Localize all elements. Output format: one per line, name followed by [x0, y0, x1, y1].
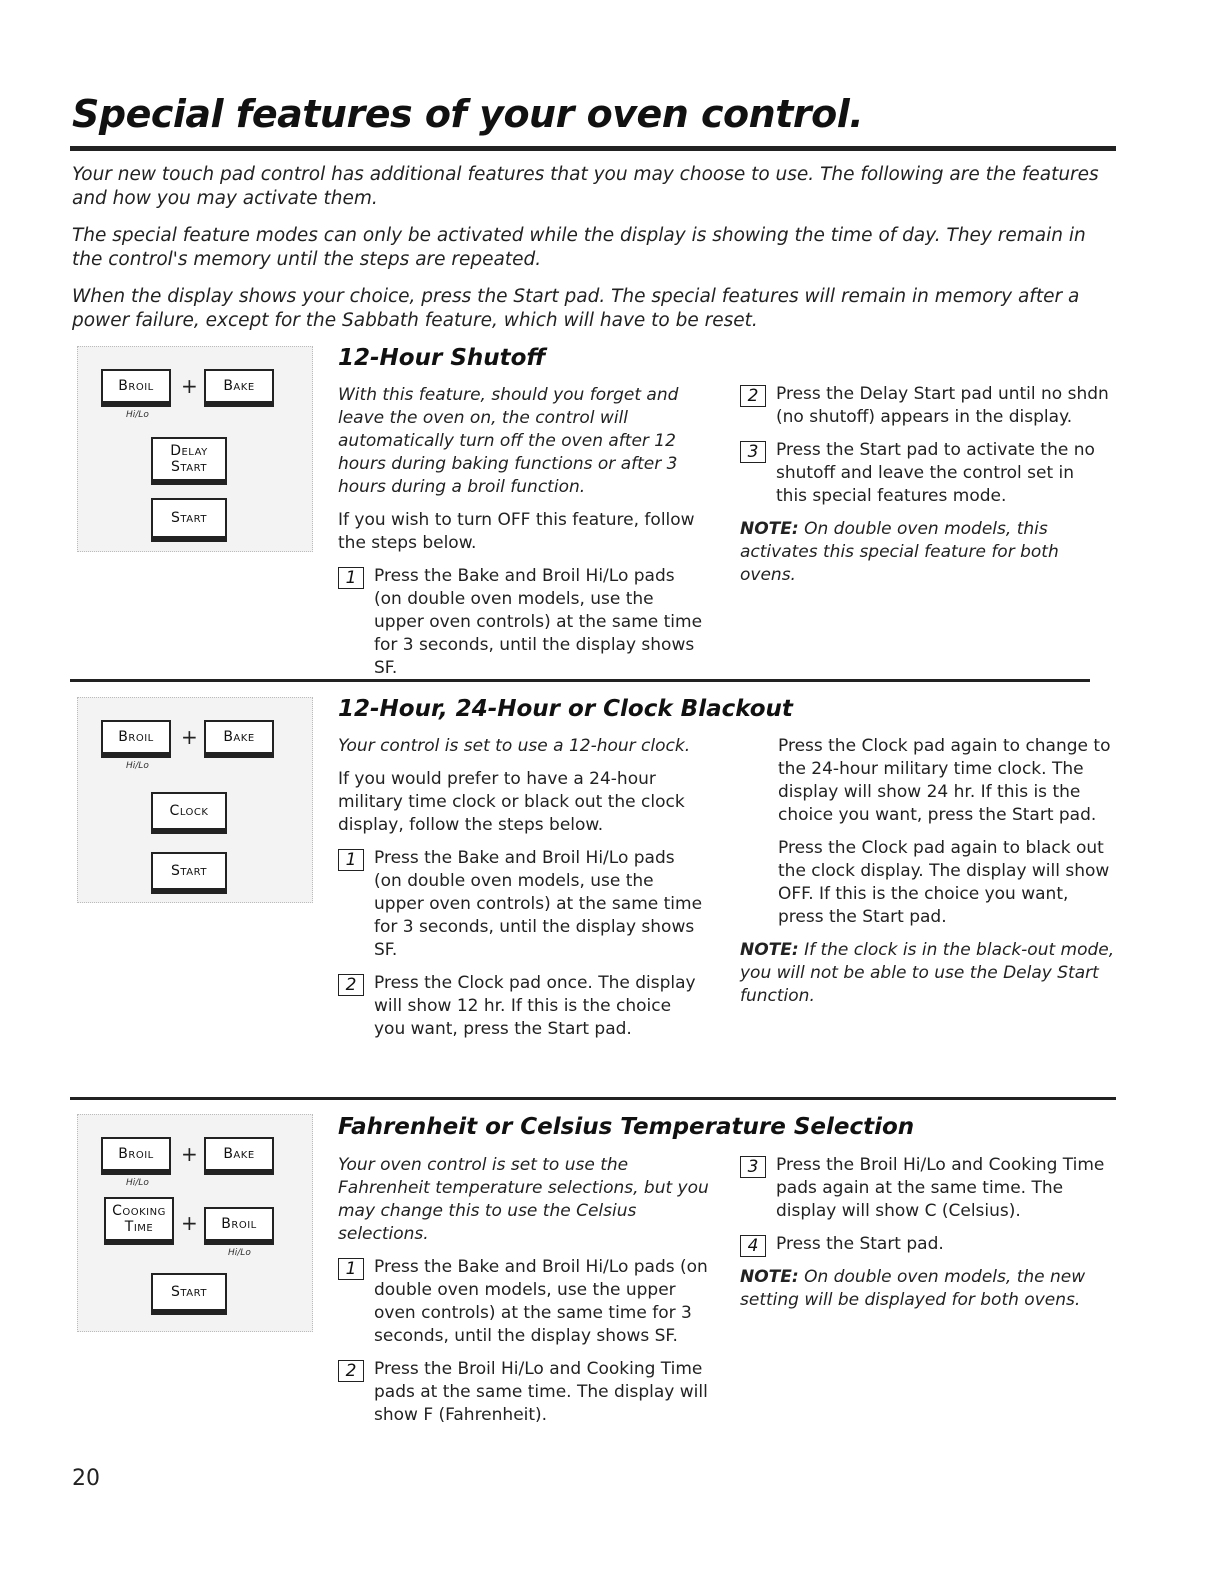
- clock-key: Clock: [151, 792, 227, 834]
- hilo-label: Hi/Lo: [228, 1248, 251, 1258]
- step-number-box: 1: [338, 567, 364, 589]
- intro-paragraph-3: When the display shows your choice, press the Start pad. The special features will remain in memory after a power failure, except for the Sabbath feature, which will have to be reset.: [72, 286, 1080, 331]
- shutoff-left-column: [338, 384, 703, 690]
- keypad-illustration-clock: [77, 697, 313, 903]
- delay-label: Delay: [170, 443, 208, 459]
- step-number-box: 1: [338, 849, 364, 871]
- clock-left-column: [338, 735, 703, 1051]
- note-label: NOTE:: [740, 1267, 799, 1287]
- plus-sign: +: [181, 1211, 198, 1235]
- broil-key: Broil: [101, 720, 171, 758]
- shutoff-right-column: [740, 383, 1110, 597]
- section-heading-shutoff: 12-Hour Shutoff: [338, 345, 546, 371]
- plus-sign: +: [181, 725, 198, 749]
- broil-key: Broil: [101, 369, 171, 407]
- cooking-label: Cooking: [112, 1203, 166, 1219]
- shutoff-step-2: [740, 383, 1110, 429]
- start-key: Start: [151, 852, 227, 894]
- clock-right-column: [740, 735, 1118, 1018]
- step-number-box: 2: [740, 385, 766, 407]
- delay-start-key: [151, 437, 227, 485]
- bake-key: Bake: [204, 1137, 274, 1175]
- clock-step-2: [338, 972, 703, 1041]
- step-number-box: 3: [740, 1156, 766, 1178]
- temp-step-3: [740, 1154, 1110, 1223]
- temp-step-2: [338, 1358, 718, 1427]
- temp-intro: Your oven control is set to use the Fahrenheit temperature selections, but you may change this to use the Celsius selections.: [338, 1155, 709, 1244]
- note-text: If the clock is in the black-out mode, you will not be able to use the Delay Start function.: [740, 940, 1115, 1006]
- intro-paragraph-1: Your new touch pad control has additional features that you may choose to use. The following are the features and how you may activate them.: [72, 164, 1099, 209]
- section-divider: [70, 1097, 1116, 1100]
- broil-key: Broil: [204, 1207, 274, 1245]
- keypad-illustration-temp: [77, 1114, 313, 1332]
- title-rule: [70, 146, 1116, 151]
- clock-extra-1: Press the Clock pad again to change to the 24-hour military time clock. The display will show 24 hr. If this is the choice you want, press the Start pad.: [778, 736, 1111, 825]
- keypad-illustration-shutoff: [77, 346, 313, 552]
- page-title: Special features of your oven control.: [72, 92, 864, 136]
- step-text: Press the Bake and Broil Hi/Lo pads (on double oven models, use the upper oven controls) at the same time for 3 seconds, until the display shows SF.: [374, 1257, 708, 1346]
- temp-step-1: [338, 1256, 718, 1348]
- note-text: On double oven models, this activates this special feature for both ovens.: [740, 519, 1059, 585]
- step-text: Press the Bake and Broil Hi/Lo pads (on double oven models, use the upper oven controls) at the same time for 3 seconds, until the display shows SF.: [374, 566, 703, 678]
- step-text: Press the Start pad.: [776, 1234, 944, 1254]
- note-text: On double oven models, the new setting will be displayed for both ovens.: [740, 1267, 1086, 1310]
- clock-extra-2: Press the Clock pad again to black out the clock display. The display will show OFF. If this is the choice you want, press the Start pad.: [778, 838, 1110, 927]
- step-text: Press the Broil Hi/Lo and Cooking Time pads at the same time. The display will show F (Fahrenheit).: [374, 1359, 708, 1425]
- start-key: Start: [151, 1273, 227, 1315]
- note-label: NOTE:: [740, 519, 799, 539]
- plus-sign: +: [181, 1142, 198, 1166]
- intro-paragraph-2: The special feature modes can only be activated while the display is showing the time of day. They remain in the control's memory until the steps are repeated.: [72, 225, 1086, 270]
- step-number-box: 2: [338, 974, 364, 996]
- shutoff-intro: With this feature, should you forget and leave the oven on, the control will automatically turn off the oven after 12 hours during baking functions or after 3 hours during a broil function.: [338, 385, 679, 497]
- broil-key: Broil: [101, 1137, 171, 1175]
- shutoff-step-1: [338, 565, 703, 680]
- section-heading-temperature: Fahrenheit or Celsius Temperature Selection: [338, 1114, 915, 1140]
- step-text: Press the Bake and Broil Hi/Lo pads (on double oven models, use the upper oven controls) at the same time for 3 seconds, until the display shows SF.: [374, 848, 703, 960]
- start-label: Start: [171, 459, 207, 475]
- hilo-label: Hi/Lo: [126, 1178, 149, 1188]
- note-label: NOTE:: [740, 940, 799, 960]
- plus-sign: +: [181, 374, 198, 398]
- temp-note: [740, 1266, 1110, 1312]
- clock-intro: Your control is set to use a 12-hour clock.: [338, 736, 691, 756]
- step-number-box: 2: [338, 1360, 364, 1382]
- step-number-box: 1: [338, 1258, 364, 1280]
- shutoff-para: If you wish to turn OFF this feature, follow the steps below.: [338, 510, 695, 553]
- clock-note: [740, 939, 1118, 1008]
- clock-para: If you would prefer to have a 24-hour military time clock or black out the clock display, follow the steps below.: [338, 769, 685, 835]
- page-number: 20: [72, 1466, 100, 1491]
- time-label: Time: [124, 1219, 154, 1235]
- bake-key: Bake: [204, 720, 274, 758]
- temp-left-column: [338, 1154, 718, 1437]
- shutoff-note: [740, 518, 1110, 587]
- step-text: Press the Delay Start pad until no shdn (no shutoff) appears in the display.: [776, 384, 1109, 427]
- hilo-label: Hi/Lo: [126, 761, 149, 771]
- step-number-box: 4: [740, 1235, 766, 1257]
- section-heading-clock: 12-Hour, 24-Hour or Clock Blackout: [338, 696, 793, 722]
- start-key: Start: [151, 498, 227, 542]
- section-divider: [70, 679, 1090, 682]
- temp-step-4: [740, 1233, 1110, 1256]
- step-text: Press the Broil Hi/Lo and Cooking Time pads again at the same time. The display will show C (Celsius).: [776, 1155, 1105, 1221]
- cooking-time-key: [104, 1197, 174, 1245]
- step-text: Press the Clock pad once. The display will show 12 hr. If this is the choice you want, press the Start pad.: [374, 973, 696, 1039]
- clock-step-1: [338, 847, 703, 962]
- step-number-box: 3: [740, 441, 766, 463]
- shutoff-step-3: [740, 439, 1110, 508]
- hilo-label: Hi/Lo: [126, 410, 149, 420]
- step-text: Press the Start pad to activate the no shutoff and leave the control set in this special features mode.: [776, 440, 1095, 506]
- bake-key: Bake: [204, 369, 274, 407]
- temp-right-column: [740, 1154, 1110, 1322]
